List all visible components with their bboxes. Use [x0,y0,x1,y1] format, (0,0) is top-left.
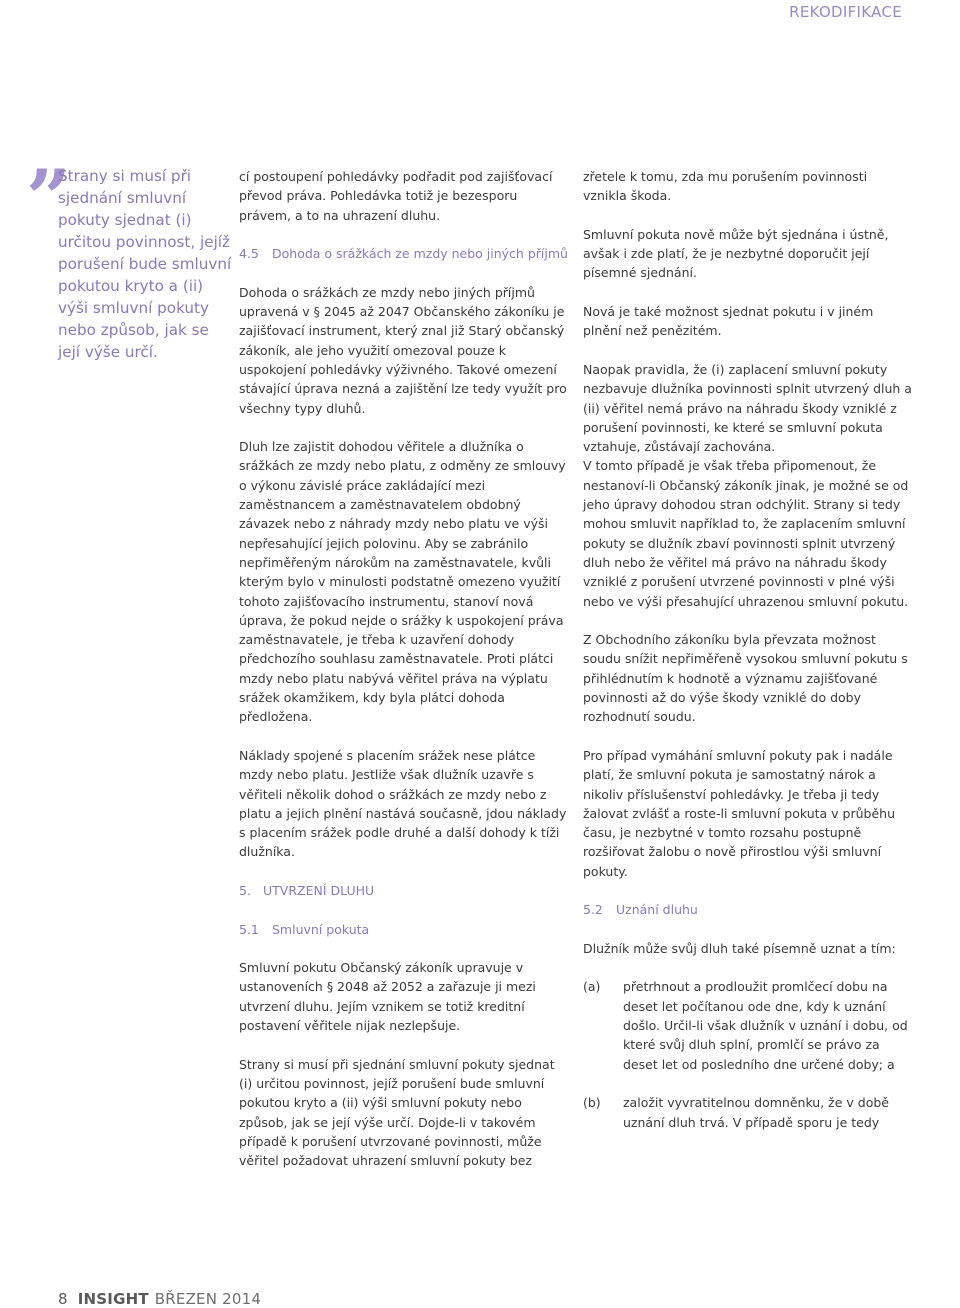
paragraph: Dluh lze zajistit dohodou věřitele a dlužníka o srážkách ze mzdy nebo platu, z odměny ze smlouvy o výkonu závislé práce zakládající mezi zaměstnancem a zaměstnavatelem obdobný závazek nebo z náhrady mzdy nebo platu ve výši nepřesahující jejich polovinu. Aby se zabránilo nepřiměřeným nárokům na zaměstnavatele, kvůli kterým bylo v minulosti podstatně omezeno využití tohoto zajišťovacího instrumentu, stanoví nová úprava, že pokud nejde o srážky k uspokojení práva zaměstnavatele, je třeba k uzavření dohody předchozího souhlasu zaměstnavatele. Proti plátci mzdy nebo platu nabývá věřitel práva na výplatu srážek okamžikem, kdy byla plátci dohoda předložena. [239,439,566,725]
intro-paragraph: cí postoupení pohledávky podřadit pod zajišťovací převod práva. Pohledávka totiž je bezesporu právem, a to na uhrazení dluhu. [239,169,553,223]
quote-mark-icon: ” [26,153,65,244]
list-item [583,1093,913,1132]
page-number: 8 [58,1290,68,1308]
paragraph: zřetele k tomu, zda mu porušením povinnosti vznikla škoda. [583,169,868,204]
section-number: 4.5 [239,246,259,262]
paragraph: Pro případ vymáhání smluvní pokuty pak i nadále platí, že smluvní pokuta je samostatný nárok a nikoliv příslušenství pohledávky. Je třeba ji tedy žalovat zvlášť a roste-li smluvní pokuta v průběhu času, je nezbytné v tomto rozsahu postupně rozšiřovat žalobu o nově přirostlou výši smluvní pokuty. [583,747,896,879]
column-right [583,167,913,1132]
section-heading-5-2 [583,900,913,919]
section-header: REKODIFIKACE [789,3,902,21]
paragraph: Náklady spojené s placením srážek nese plátce mzdy nebo platu. Jestliže však dlužník uzavře s věřiteli několik dohod o srážkách ze mzdy nebo z platu a jejich plnění nastává současně, jdou náklady s placením srážek podle druhé a další dohody k tíži dlužníka. [239,747,567,860]
section-title: UTVRZENÍ DLUHU [263,882,375,898]
section-title: Smluvní pokuta [272,921,370,937]
issue-date: BŘEZEN 2014 [154,1290,262,1308]
column-left [239,167,569,1170]
pull-quote: Strany si musí při sjednání smluvní pokuty sjednat (i) určitou povinnost, jejíž porušení bude smluvní pokutou kryto a (ii) výši smluvní pokuty nebo způsob, jak se její výše určí. [58,167,232,361]
paragraph: Dohoda o srážkách ze mzdy nebo jiných příjmů upravená v § 2045 až 2047 Občanského zákoníku je zajišťovací instrument, který znal již Starý občanský zákoník, ale jeho využití omezoval pouze k uspokojení pohledávky výživného. Takové omezení stávající úprava nezná a zajištění lze tedy využít pro všechny typy dluhů. [239,284,567,416]
list-label: (b) [583,1095,601,1111]
paragraph: Smluvní pokutu Občanský zákoník upravuje v ustanoveních § 2048 až 2052 a zařazuje ji mezi utvrzení dluhu. Jejím vznikem se totiž kreditní postavení věřitele nijak nezlepšuje. [239,960,536,1034]
section-heading-4-5 [239,244,569,263]
paragraph: Smluvní pokuta nově může být sjednána i ústně, avšak i zde platí, že je nezbytné doporučit její písemné sjednání. [583,226,889,281]
paragraph: Nová je také možnost sjednat pokutu i v jiném plnění než penězitém. [583,304,874,339]
section-heading-5 [239,881,569,900]
list-label: (a) [583,979,601,995]
paragraph: Strany si musí při sjednání smluvní pokuty sjednat (i) určitou povinnost, jejíž porušení bude smluvní pokutou kryto a (ii) výši smluvní pokuty nebo způsob, jak se její výše určí. Dojde-li v takovém případě k porušení utvrzované povinnosti, může věřitel požadovat uhrazení smluvní pokuty bez [239,1056,555,1169]
magazine-name: INSIGHT [77,1290,149,1308]
page-footer [58,1290,261,1308]
section-number: 5.1 [239,921,259,937]
paragraph: Z Obchodního zákoníku byla převzata možnost soudu snížit nepřiměřeně vysokou smluvní pokutu s přihlédnutím k hodnotě a významu zajišťované povinnosti až do výše škody vzniklé do doby rozhodnutí soudu. [583,632,908,725]
list-item [583,977,913,1073]
list-text: přetrhnout a prodloužit promlčecí dobu na deset let počítanou ode dne, kdy k uznání došlo. Určil-li však dlužník v uznání i dobu, od které svůj dluh splní, promlčí se právo za deset let od posledního dne určené doby; a [623,979,908,1072]
paragraph: V tomto případě je však třeba připomenout, že nestanoví-li Občanský zákoník jinak, je možné se od jeho úpravy dohodou stran odchýlit. Strany si tedy mohou smluvit například to, že zaplacením smluvní pokuty se dlužník zbaví povinnosti splnit utvrzený dluh nebo že věřitel má právo na náhradu škody vzniklé z porušení utvrzené povinnosti v plné výši nebo ve výši přesahující uhrazenou smluvní pokutu. [583,458,909,609]
paragraph: Dlužník může svůj dluh také písemně uznat a tím: [583,940,896,956]
paragraph: Naopak pravidla, že (i) zaplacení smluvní pokuty nezbavuje dlužníka povinnosti splnit utvrzený dluh a (ii) věřitel nemá právo na náhradu škody vzniklé z porušení povinnosti, ke které se smluvní pokuta vztahuje, zůstávají zachována. [583,361,912,455]
list-text: založit vyvratitelnou domněnku, že v době uznání dluh trvá. V případě sporu je tedy [623,1095,889,1130]
section-title: Dohoda o srážkách ze mzdy nebo jiných příjmů [272,246,568,262]
section-number: 5. [239,882,251,898]
section-number: 5.2 [583,902,603,918]
section-heading-5-1 [239,920,569,939]
section-title: Uznání dluhu [616,902,698,918]
